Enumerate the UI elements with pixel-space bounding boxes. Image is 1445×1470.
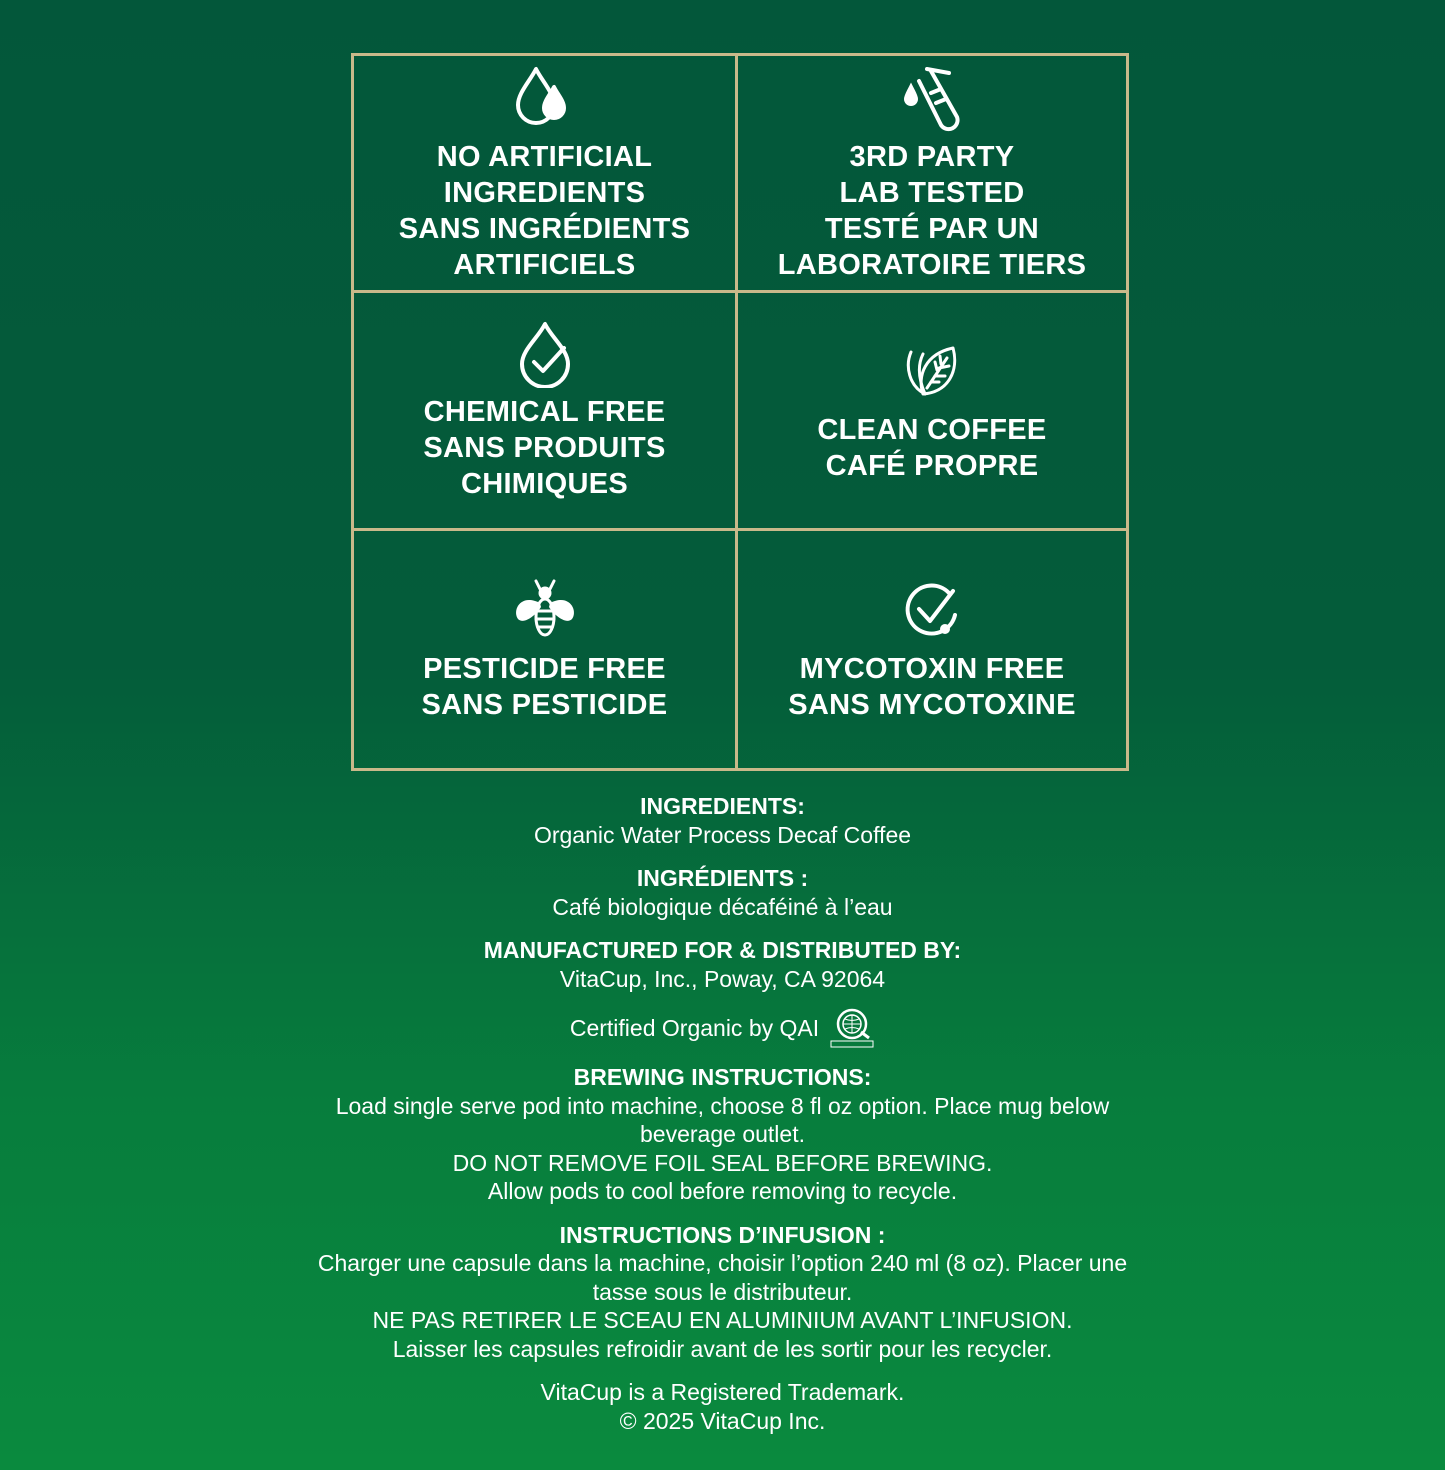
brewing-line: Load single serve pod into machine, choose 8 fl oz option. Place mug below [335, 1092, 1110, 1119]
feature-line: LAB TESTED [839, 177, 1025, 210]
brewing-line-fr: Laisser les capsules refroidir avant de les sortir pour les recycler. [392, 1335, 1053, 1362]
feature-line: SANS PESTICIDE [421, 689, 668, 722]
brewing-line: DO NOT REMOVE FOIL SEAL BEFORE BREWING. [452, 1149, 993, 1176]
leaf-icon [897, 336, 967, 406]
brewing-line: Allow pods to cool before removing to recycle. [487, 1178, 958, 1204]
certification-text: Certified Organic by QAI [569, 1014, 820, 1041]
copyright-text: © 2025 VitaCup Inc. [619, 1407, 826, 1434]
feature-line: PESTICIDE FREE [423, 653, 666, 686]
brewing-heading: BREWING INSTRUCTIONS: [573, 1064, 872, 1090]
features-grid [351, 53, 1129, 771]
manufacturer-heading: MANUFACTURED FOR & DISTRIBUTED BY: [483, 937, 962, 963]
qai-organic-seal-icon [829, 1008, 875, 1048]
feature-line: SANS INGRÉDIENTS [398, 213, 691, 246]
feature-line: CHEMICAL FREE [423, 396, 666, 429]
drop-check-icon [510, 318, 580, 388]
feature-clean-coffee [738, 293, 1126, 530]
feature-no-artificial [354, 56, 738, 293]
circle-check-icon [897, 575, 967, 645]
certification-block [0, 1008, 1445, 1048]
feature-mycotoxin-free [738, 531, 1126, 768]
product-info [0, 792, 1445, 1450]
brewing-line-fr: NE PAS RETIRER LE SCEAU EN ALUMINIUM AVANT L’INFUSION. [372, 1307, 1073, 1333]
feature-line: INGREDIENTS [443, 177, 646, 210]
brewing-heading-fr: INSTRUCTIONS D’INFUSION : [559, 1221, 886, 1248]
water-drops-icon [510, 63, 580, 133]
feature-line: TESTÉ PAR UN [824, 213, 1040, 246]
feature-line: NO ARTIFICIAL [436, 141, 653, 174]
feature-chemical-free [354, 293, 738, 530]
ingredients-text-fr: Café biologique décaféiné à l’eau [552, 893, 893, 920]
trademark-text: VitaCup is a Registered Trademark. [540, 1379, 905, 1405]
manufacturer-block [0, 936, 1445, 993]
feature-line: MYCOTOXIN FREE [799, 653, 1065, 686]
feature-line: 3RD PARTY [849, 141, 1015, 174]
feature-pesticide-free [354, 531, 738, 768]
feature-line: SANS MYCOTOXINE [788, 689, 1076, 722]
ingredients-heading: INGREDIENTS: [640, 793, 805, 819]
feature-line: LABORATOIRE TIERS [777, 249, 1087, 282]
feature-lab-tested [738, 56, 1126, 293]
footer [0, 1378, 1445, 1435]
feature-line: CAFÉ PROPRE [825, 450, 1039, 483]
brewing-line-fr: tasse sous le distributeur. [592, 1278, 853, 1305]
ingredients-text: Organic Water Process Decaf Coffee [533, 821, 912, 848]
ingredients-heading-fr: INGRÉDIENTS : [636, 865, 809, 891]
bee-icon [510, 575, 580, 645]
test-tube-icon [897, 63, 967, 133]
manufacturer-address: VitaCup, Inc., Poway, CA 92064 [559, 965, 886, 992]
brewing-instructions-en [0, 1063, 1445, 1206]
brewing-instructions-fr [0, 1221, 1445, 1364]
ingredients-fr [0, 864, 1445, 921]
feature-line: SANS PRODUITS [423, 432, 666, 465]
brewing-line-fr: Charger une capsule dans la machine, choisir l’option 240 ml (8 oz). Placer une [317, 1250, 1128, 1276]
feature-line: CHIMIQUES [460, 468, 629, 501]
brewing-line: beverage outlet. [640, 1121, 805, 1147]
feature-line: CLEAN COFFEE [817, 414, 1047, 447]
feature-line: ARTIFICIELS [453, 249, 636, 282]
ingredients-en [0, 792, 1445, 849]
